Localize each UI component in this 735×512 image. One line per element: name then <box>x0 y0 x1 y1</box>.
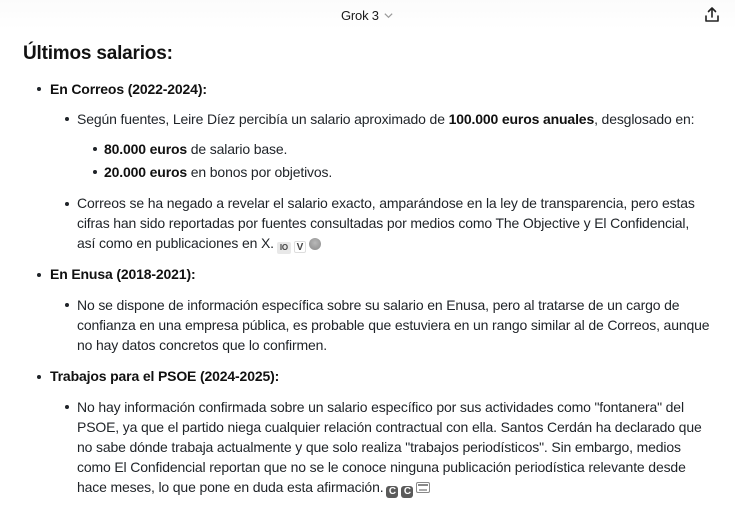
list-item-line: PSOE, ya que el partido niega cualquier relación contractual con ella. Santos Cerdán ha declarado que <box>77 419 702 435</box>
bullet <box>93 147 97 151</box>
list-item-line: hace meses, lo que pone en duda esta afirmación. C C <box>77 477 430 498</box>
citation-card-icon[interactable] <box>416 482 430 493</box>
bullet <box>65 303 69 307</box>
model-selector-button[interactable] <box>341 6 394 24</box>
bullet <box>65 117 69 121</box>
citation-v-icon[interactable]: V <box>294 241 306 253</box>
citation-c-icon[interactable]: C <box>386 486 398 498</box>
section-title-psoe: Trabajos para el PSOE (2024-2025): <box>50 368 280 384</box>
sub-list-item: 20.000 euros en bonos por objetivos. <box>104 164 333 180</box>
list-item-line: así como en publicaciones en X. IO V <box>77 233 321 254</box>
section-title-enusa: En Enusa (2018-2021): <box>50 266 196 282</box>
citation-c-icon[interactable]: C <box>401 486 413 498</box>
section-title-correos: En Correos (2022-2024): <box>50 81 207 97</box>
list-item-line: No se dispone de información específica sobre su salario en Enusa, pero al tratarse de un cargo de <box>77 297 680 313</box>
list-item-line: no sabe dónde trabaja actualmente y que solo realiza "trabajos periodísticos". Sin embargo, medios <box>77 439 681 455</box>
list-item: Según fuentes, Leire Díez percibía un salario aproximado de 100.000 euros anuales, desglosado en: <box>77 111 695 127</box>
citation-io-icon[interactable]: IO <box>277 242 291 254</box>
bullet <box>37 273 41 277</box>
bullet <box>65 202 69 206</box>
bullet <box>65 405 69 409</box>
chevron-down-icon <box>383 10 394 21</box>
model-label: Grok 3 <box>341 7 379 23</box>
share-upload-icon <box>703 11 721 28</box>
top-bar <box>0 0 735 30</box>
list-item-line: No hay información confirmada sobre un salario específico por sus actividades como "fontanera" del <box>77 399 684 415</box>
list-item-line: confianza en una empresa pública, es probable que estuviera en un rango similar al de Correos, aunque <box>77 317 710 333</box>
bullet <box>37 375 41 379</box>
list-item-line: no hay datos concretos que lo confirmen. <box>77 337 328 353</box>
bullet <box>93 170 97 174</box>
bullet <box>37 87 41 91</box>
share-button[interactable] <box>703 6 721 24</box>
sub-list-item: 80.000 euros de salario base. <box>104 141 288 157</box>
list-item-line: como El Confidencial reportan que no se le conoce ninguna publicación periodística relevante desde <box>77 459 686 475</box>
citation-avatar-icon[interactable] <box>309 238 321 250</box>
list-item-line: cifras han sido reportadas por fuentes consultadas por medios como The Objective y El Confidencial, <box>77 215 690 231</box>
list-item-line: Correos se ha negado a revelar el salario exacto, amparándose en la ley de transparencia, pero estas <box>77 195 695 211</box>
section-heading: Últimos salarios: <box>23 43 173 64</box>
